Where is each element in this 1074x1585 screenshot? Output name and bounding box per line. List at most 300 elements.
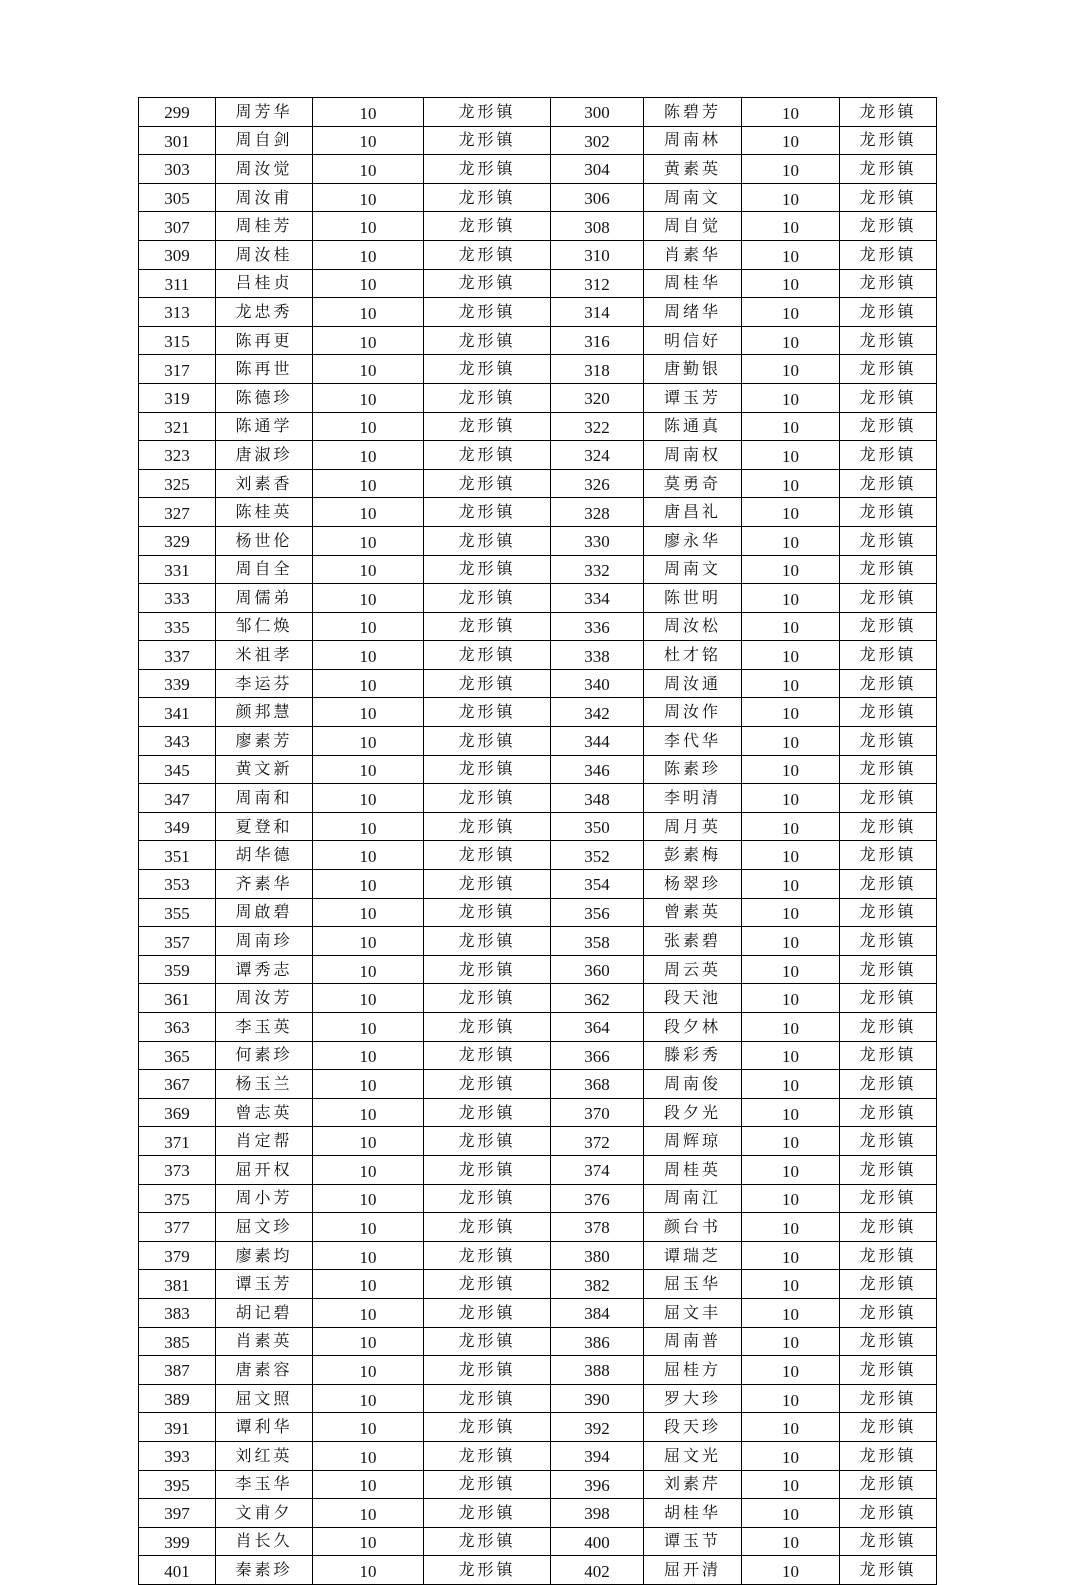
- table-row: [139, 841, 937, 870]
- town-name-left: 龙形镇: [424, 1413, 551, 1442]
- town-name-left: 龙形镇: [424, 1499, 551, 1528]
- entry-number-left: 339: [139, 669, 216, 698]
- town-name-right: 龙形镇: [840, 898, 937, 927]
- town-name-left: 龙形镇: [424, 1527, 551, 1556]
- person-name-right: 唐勤银: [644, 355, 742, 384]
- person-name-left: 唐素容: [216, 1356, 313, 1385]
- amount-value-left: 10: [313, 584, 424, 613]
- entry-number-left: 389: [139, 1384, 216, 1413]
- table-row: [139, 98, 937, 127]
- person-name-right: 周南江: [644, 1184, 742, 1213]
- amount-value-left: 10: [313, 98, 424, 127]
- entry-number-left: 371: [139, 1127, 216, 1156]
- person-name-left: 周啟碧: [216, 898, 313, 927]
- entry-number-right: 370: [551, 1098, 644, 1127]
- table-row: [139, 1270, 937, 1299]
- entry-number-right: 314: [551, 298, 644, 327]
- town-name-right: 龙形镇: [840, 1070, 937, 1099]
- entry-number-left: 317: [139, 355, 216, 384]
- amount-value-left: 10: [313, 927, 424, 956]
- town-name-right: 龙形镇: [840, 1241, 937, 1270]
- town-name-right: 龙形镇: [840, 1213, 937, 1242]
- person-name-right: 屈桂方: [644, 1356, 742, 1385]
- town-name-right: 龙形镇: [840, 1470, 937, 1499]
- person-name-left: 颜邦慧: [216, 698, 313, 727]
- amount-value-right: 10: [742, 641, 840, 670]
- person-name-right: 明信好: [644, 326, 742, 355]
- table-row: [139, 1413, 937, 1442]
- town-name-right: 龙形镇: [840, 98, 937, 127]
- amount-value-right: 10: [742, 1470, 840, 1499]
- town-name-right: 龙形镇: [840, 698, 937, 727]
- table-row: [139, 669, 937, 698]
- amount-value-right: 10: [742, 1184, 840, 1213]
- entry-number-left: 351: [139, 841, 216, 870]
- person-name-right: 杜才铭: [644, 641, 742, 670]
- entry-number-left: 305: [139, 183, 216, 212]
- amount-value-left: 10: [313, 1413, 424, 1442]
- entry-number-right: 386: [551, 1327, 644, 1356]
- entry-number-left: 341: [139, 698, 216, 727]
- entry-number-right: 338: [551, 641, 644, 670]
- town-name-right: 龙形镇: [840, 240, 937, 269]
- entry-number-left: 363: [139, 1013, 216, 1042]
- town-name-right: 龙形镇: [840, 555, 937, 584]
- amount-value-left: 10: [313, 383, 424, 412]
- amount-value-right: 10: [742, 669, 840, 698]
- entry-number-right: 358: [551, 927, 644, 956]
- town-name-left: 龙形镇: [424, 412, 551, 441]
- person-name-left: 周汝芳: [216, 984, 313, 1013]
- person-name-left: 周芳华: [216, 98, 313, 127]
- person-name-right: 周南俊: [644, 1070, 742, 1099]
- person-name-left: 胡华德: [216, 841, 313, 870]
- town-name-left: 龙形镇: [424, 1013, 551, 1042]
- table-row: [139, 555, 937, 584]
- amount-value-right: 10: [742, 98, 840, 127]
- person-name-right: 唐昌礼: [644, 498, 742, 527]
- person-name-left: 屈文照: [216, 1384, 313, 1413]
- town-name-left: 龙形镇: [424, 841, 551, 870]
- amount-value-left: 10: [313, 183, 424, 212]
- person-name-left: 周南和: [216, 784, 313, 813]
- town-name-right: 龙形镇: [840, 727, 937, 756]
- town-name-left: 龙形镇: [424, 870, 551, 899]
- amount-value-right: 10: [742, 1241, 840, 1270]
- entry-number-left: 325: [139, 469, 216, 498]
- entry-number-left: 313: [139, 298, 216, 327]
- amount-value-left: 10: [313, 1384, 424, 1413]
- amount-value-left: 10: [313, 498, 424, 527]
- amount-value-right: 10: [742, 269, 840, 298]
- town-name-right: 龙形镇: [840, 1098, 937, 1127]
- town-name-right: 龙形镇: [840, 498, 937, 527]
- person-name-right: 周汝通: [644, 669, 742, 698]
- entry-number-left: 311: [139, 269, 216, 298]
- amount-value-right: 10: [742, 1270, 840, 1299]
- entry-number-left: 345: [139, 755, 216, 784]
- entry-number-left: 333: [139, 584, 216, 613]
- amount-value-right: 10: [742, 326, 840, 355]
- amount-value-right: 10: [742, 984, 840, 1013]
- entry-number-left: 303: [139, 155, 216, 184]
- table-row: [139, 698, 937, 727]
- table-row: [139, 269, 937, 298]
- person-name-left: 周汝甫: [216, 183, 313, 212]
- town-name-left: 龙形镇: [424, 812, 551, 841]
- person-name-right: 周南普: [644, 1327, 742, 1356]
- entry-number-right: 398: [551, 1499, 644, 1528]
- town-name-left: 龙形镇: [424, 612, 551, 641]
- person-name-left: 夏登和: [216, 812, 313, 841]
- amount-value-left: 10: [313, 984, 424, 1013]
- entry-number-left: 309: [139, 240, 216, 269]
- town-name-right: 龙形镇: [840, 584, 937, 613]
- amount-value-left: 10: [313, 526, 424, 555]
- entry-number-left: 301: [139, 126, 216, 155]
- town-name-right: 龙形镇: [840, 1356, 937, 1385]
- table-row: [139, 326, 937, 355]
- person-name-right: 周南文: [644, 555, 742, 584]
- town-name-left: 龙形镇: [424, 727, 551, 756]
- entry-number-right: 336: [551, 612, 644, 641]
- table-row: [139, 755, 937, 784]
- town-name-left: 龙形镇: [424, 1384, 551, 1413]
- entry-number-right: 322: [551, 412, 644, 441]
- town-name-right: 龙形镇: [840, 469, 937, 498]
- entry-number-left: 385: [139, 1327, 216, 1356]
- entry-number-left: 357: [139, 927, 216, 956]
- town-name-right: 龙形镇: [840, 1499, 937, 1528]
- entry-number-left: 373: [139, 1155, 216, 1184]
- town-name-left: 龙形镇: [424, 927, 551, 956]
- amount-value-left: 10: [313, 1556, 424, 1585]
- table-row: [139, 727, 937, 756]
- amount-value-right: 10: [742, 1327, 840, 1356]
- entry-number-left: 399: [139, 1527, 216, 1556]
- entry-number-right: 330: [551, 526, 644, 555]
- table-row: [139, 1327, 937, 1356]
- person-name-right: 陈碧芳: [644, 98, 742, 127]
- person-name-right: 黄素英: [644, 155, 742, 184]
- amount-value-left: 10: [313, 412, 424, 441]
- town-name-right: 龙形镇: [840, 612, 937, 641]
- person-name-right: 周汝松: [644, 612, 742, 641]
- table-row: [139, 870, 937, 899]
- amount-value-right: 10: [742, 698, 840, 727]
- person-name-left: 周汝觉: [216, 155, 313, 184]
- person-name-left: 周南珍: [216, 927, 313, 956]
- amount-value-left: 10: [313, 1499, 424, 1528]
- entry-number-right: 384: [551, 1298, 644, 1327]
- town-name-left: 龙形镇: [424, 898, 551, 927]
- amount-value-right: 10: [742, 183, 840, 212]
- entry-number-left: 329: [139, 526, 216, 555]
- entry-number-left: 377: [139, 1213, 216, 1242]
- table-row: [139, 155, 937, 184]
- person-name-left: 杨世伦: [216, 526, 313, 555]
- town-name-left: 龙形镇: [424, 1098, 551, 1127]
- town-name-left: 龙形镇: [424, 269, 551, 298]
- person-name-left: 谭玉芳: [216, 1270, 313, 1299]
- amount-value-left: 10: [313, 612, 424, 641]
- table-row: [139, 498, 937, 527]
- person-name-right: 屈文光: [644, 1441, 742, 1470]
- amount-value-left: 10: [313, 355, 424, 384]
- amount-value-right: 10: [742, 1413, 840, 1442]
- entry-number-left: 347: [139, 784, 216, 813]
- entry-number-left: 307: [139, 212, 216, 241]
- town-name-left: 龙形镇: [424, 1155, 551, 1184]
- entry-number-right: 390: [551, 1384, 644, 1413]
- table-row: [139, 1098, 937, 1127]
- entry-number-right: 304: [551, 155, 644, 184]
- person-name-right: 周辉琼: [644, 1127, 742, 1156]
- town-name-right: 龙形镇: [840, 1184, 937, 1213]
- person-name-right: 段天珍: [644, 1413, 742, 1442]
- amount-value-left: 10: [313, 641, 424, 670]
- person-name-left: 秦素珍: [216, 1556, 313, 1585]
- town-name-right: 龙形镇: [840, 1556, 937, 1585]
- person-name-right: 周汝作: [644, 698, 742, 727]
- amount-value-right: 10: [742, 1527, 840, 1556]
- amount-value-left: 10: [313, 326, 424, 355]
- entry-number-right: 340: [551, 669, 644, 698]
- person-name-left: 刘素香: [216, 469, 313, 498]
- amount-value-right: 10: [742, 1298, 840, 1327]
- person-name-left: 谭秀志: [216, 955, 313, 984]
- entry-number-right: 372: [551, 1127, 644, 1156]
- person-name-right: 陈通真: [644, 412, 742, 441]
- town-name-left: 龙形镇: [424, 1441, 551, 1470]
- amount-value-right: 10: [742, 383, 840, 412]
- amount-value-left: 10: [313, 1155, 424, 1184]
- person-name-right: 李代华: [644, 727, 742, 756]
- entry-number-right: 374: [551, 1155, 644, 1184]
- amount-value-right: 10: [742, 526, 840, 555]
- town-name-right: 龙形镇: [840, 641, 937, 670]
- town-name-left: 龙形镇: [424, 1327, 551, 1356]
- person-name-right: 周月英: [644, 812, 742, 841]
- table-row: [139, 298, 937, 327]
- entry-number-right: 364: [551, 1013, 644, 1042]
- town-name-left: 龙形镇: [424, 1356, 551, 1385]
- amount-value-right: 10: [742, 555, 840, 584]
- entry-number-right: 382: [551, 1270, 644, 1299]
- person-name-right: 谭玉节: [644, 1527, 742, 1556]
- entry-number-left: 379: [139, 1241, 216, 1270]
- person-name-left: 胡记碧: [216, 1298, 313, 1327]
- person-name-left: 齐素华: [216, 870, 313, 899]
- amount-value-left: 10: [313, 155, 424, 184]
- town-name-left: 龙形镇: [424, 584, 551, 613]
- table-row: [139, 955, 937, 984]
- entry-number-left: 401: [139, 1556, 216, 1585]
- entry-number-right: 350: [551, 812, 644, 841]
- person-name-right: 段夕光: [644, 1098, 742, 1127]
- entry-number-right: 352: [551, 841, 644, 870]
- person-name-right: 屈开清: [644, 1556, 742, 1585]
- town-name-right: 龙形镇: [840, 812, 937, 841]
- entry-number-left: 343: [139, 727, 216, 756]
- entry-number-left: 327: [139, 498, 216, 527]
- entry-number-right: 344: [551, 727, 644, 756]
- entry-number-right: 356: [551, 898, 644, 927]
- amount-value-right: 10: [742, 240, 840, 269]
- table-row: [139, 1155, 937, 1184]
- town-name-left: 龙形镇: [424, 126, 551, 155]
- town-name-left: 龙形镇: [424, 212, 551, 241]
- entry-number-left: 337: [139, 641, 216, 670]
- entry-number-right: 312: [551, 269, 644, 298]
- person-name-left: 廖素均: [216, 1241, 313, 1270]
- town-name-right: 龙形镇: [840, 298, 937, 327]
- amount-value-right: 10: [742, 469, 840, 498]
- amount-value-right: 10: [742, 155, 840, 184]
- town-name-right: 龙形镇: [840, 526, 937, 555]
- amount-value-left: 10: [313, 841, 424, 870]
- person-name-left: 陈再更: [216, 326, 313, 355]
- amount-value-left: 10: [313, 240, 424, 269]
- amount-value-right: 10: [742, 1127, 840, 1156]
- town-name-left: 龙形镇: [424, 755, 551, 784]
- town-name-left: 龙形镇: [424, 955, 551, 984]
- entry-number-right: 324: [551, 441, 644, 470]
- person-name-right: 谭玉芳: [644, 383, 742, 412]
- amount-value-left: 10: [313, 1298, 424, 1327]
- amount-value-right: 10: [742, 355, 840, 384]
- town-name-right: 龙形镇: [840, 841, 937, 870]
- person-name-left: 肖长久: [216, 1527, 313, 1556]
- person-name-left: 屈开权: [216, 1155, 313, 1184]
- amount-value-right: 10: [742, 584, 840, 613]
- town-name-right: 龙形镇: [840, 755, 937, 784]
- amount-value-right: 10: [742, 1556, 840, 1585]
- table-row: [139, 1184, 937, 1213]
- entry-number-left: 331: [139, 555, 216, 584]
- person-name-left: 周小芳: [216, 1184, 313, 1213]
- entry-number-left: 319: [139, 383, 216, 412]
- entry-number-right: 328: [551, 498, 644, 527]
- amount-value-right: 10: [742, 1213, 840, 1242]
- person-name-left: 周自全: [216, 555, 313, 584]
- person-name-right: 莫勇奇: [644, 469, 742, 498]
- town-name-left: 龙形镇: [424, 555, 551, 584]
- person-name-left: 刘红英: [216, 1441, 313, 1470]
- town-name-left: 龙形镇: [424, 1298, 551, 1327]
- town-name-right: 龙形镇: [840, 784, 937, 813]
- amount-value-right: 10: [742, 1013, 840, 1042]
- person-name-left: 周桂芳: [216, 212, 313, 241]
- person-name-right: 李明清: [644, 784, 742, 813]
- table-row: [139, 1499, 937, 1528]
- town-name-left: 龙形镇: [424, 155, 551, 184]
- amount-value-left: 10: [313, 298, 424, 327]
- entry-number-left: 353: [139, 870, 216, 899]
- entry-number-left: 299: [139, 98, 216, 127]
- entry-number-right: 316: [551, 326, 644, 355]
- entry-number-right: 362: [551, 984, 644, 1013]
- table-row: [139, 1213, 937, 1242]
- town-name-right: 龙形镇: [840, 269, 937, 298]
- person-name-left: 屈文珍: [216, 1213, 313, 1242]
- person-name-right: 杨翠珍: [644, 870, 742, 899]
- entry-number-right: 366: [551, 1041, 644, 1070]
- person-name-left: 文甫夕: [216, 1499, 313, 1528]
- amount-value-left: 10: [313, 1127, 424, 1156]
- entry-number-right: 360: [551, 955, 644, 984]
- person-name-left: 周儒弟: [216, 584, 313, 613]
- person-name-right: 谭瑞芝: [644, 1241, 742, 1270]
- entry-number-right: 334: [551, 584, 644, 613]
- table-row: [139, 355, 937, 384]
- person-name-left: 黄文新: [216, 755, 313, 784]
- table-row: [139, 441, 937, 470]
- person-name-right: 罗大珍: [644, 1384, 742, 1413]
- table-row: [139, 526, 937, 555]
- amount-value-left: 10: [313, 812, 424, 841]
- amount-value-right: 10: [742, 1070, 840, 1099]
- entry-number-left: 349: [139, 812, 216, 841]
- person-name-right: 刘素芹: [644, 1470, 742, 1499]
- entry-number-right: 348: [551, 784, 644, 813]
- town-name-left: 龙形镇: [424, 298, 551, 327]
- entry-number-left: 367: [139, 1070, 216, 1099]
- entry-number-right: 320: [551, 383, 644, 412]
- amount-value-left: 10: [313, 212, 424, 241]
- town-name-left: 龙形镇: [424, 441, 551, 470]
- entry-number-left: 395: [139, 1470, 216, 1499]
- person-name-left: 陈桂英: [216, 498, 313, 527]
- town-name-right: 龙形镇: [840, 927, 937, 956]
- entry-number-right: 326: [551, 469, 644, 498]
- town-name-left: 龙形镇: [424, 383, 551, 412]
- amount-value-right: 10: [742, 784, 840, 813]
- town-name-left: 龙形镇: [424, 526, 551, 555]
- amount-value-left: 10: [313, 1241, 424, 1270]
- entry-number-right: 310: [551, 240, 644, 269]
- person-name-left: 谭利华: [216, 1413, 313, 1442]
- person-name-right: 廖永华: [644, 526, 742, 555]
- town-name-right: 龙形镇: [840, 155, 937, 184]
- entry-number-left: 391: [139, 1413, 216, 1442]
- entry-number-right: 402: [551, 1556, 644, 1585]
- entry-number-right: 308: [551, 212, 644, 241]
- person-name-left: 李运芬: [216, 669, 313, 698]
- town-name-right: 龙形镇: [840, 1127, 937, 1156]
- amount-value-right: 10: [742, 298, 840, 327]
- person-name-right: 颜台书: [644, 1213, 742, 1242]
- amount-value-left: 10: [313, 1527, 424, 1556]
- town-name-left: 龙形镇: [424, 1270, 551, 1299]
- amount-value-left: 10: [313, 1098, 424, 1127]
- amount-value-right: 10: [742, 755, 840, 784]
- amount-value-left: 10: [313, 1327, 424, 1356]
- table-row: [139, 641, 937, 670]
- amount-value-left: 10: [313, 1013, 424, 1042]
- town-name-right: 龙形镇: [840, 212, 937, 241]
- person-name-left: 杨玉兰: [216, 1070, 313, 1099]
- person-name-right: 周绪华: [644, 298, 742, 327]
- entry-number-right: 376: [551, 1184, 644, 1213]
- table-row: [139, 469, 937, 498]
- amount-value-left: 10: [313, 1184, 424, 1213]
- amount-value-left: 10: [313, 269, 424, 298]
- table-row: [139, 1441, 937, 1470]
- amount-value-left: 10: [313, 955, 424, 984]
- town-name-right: 龙形镇: [840, 412, 937, 441]
- person-name-left: 肖定帮: [216, 1127, 313, 1156]
